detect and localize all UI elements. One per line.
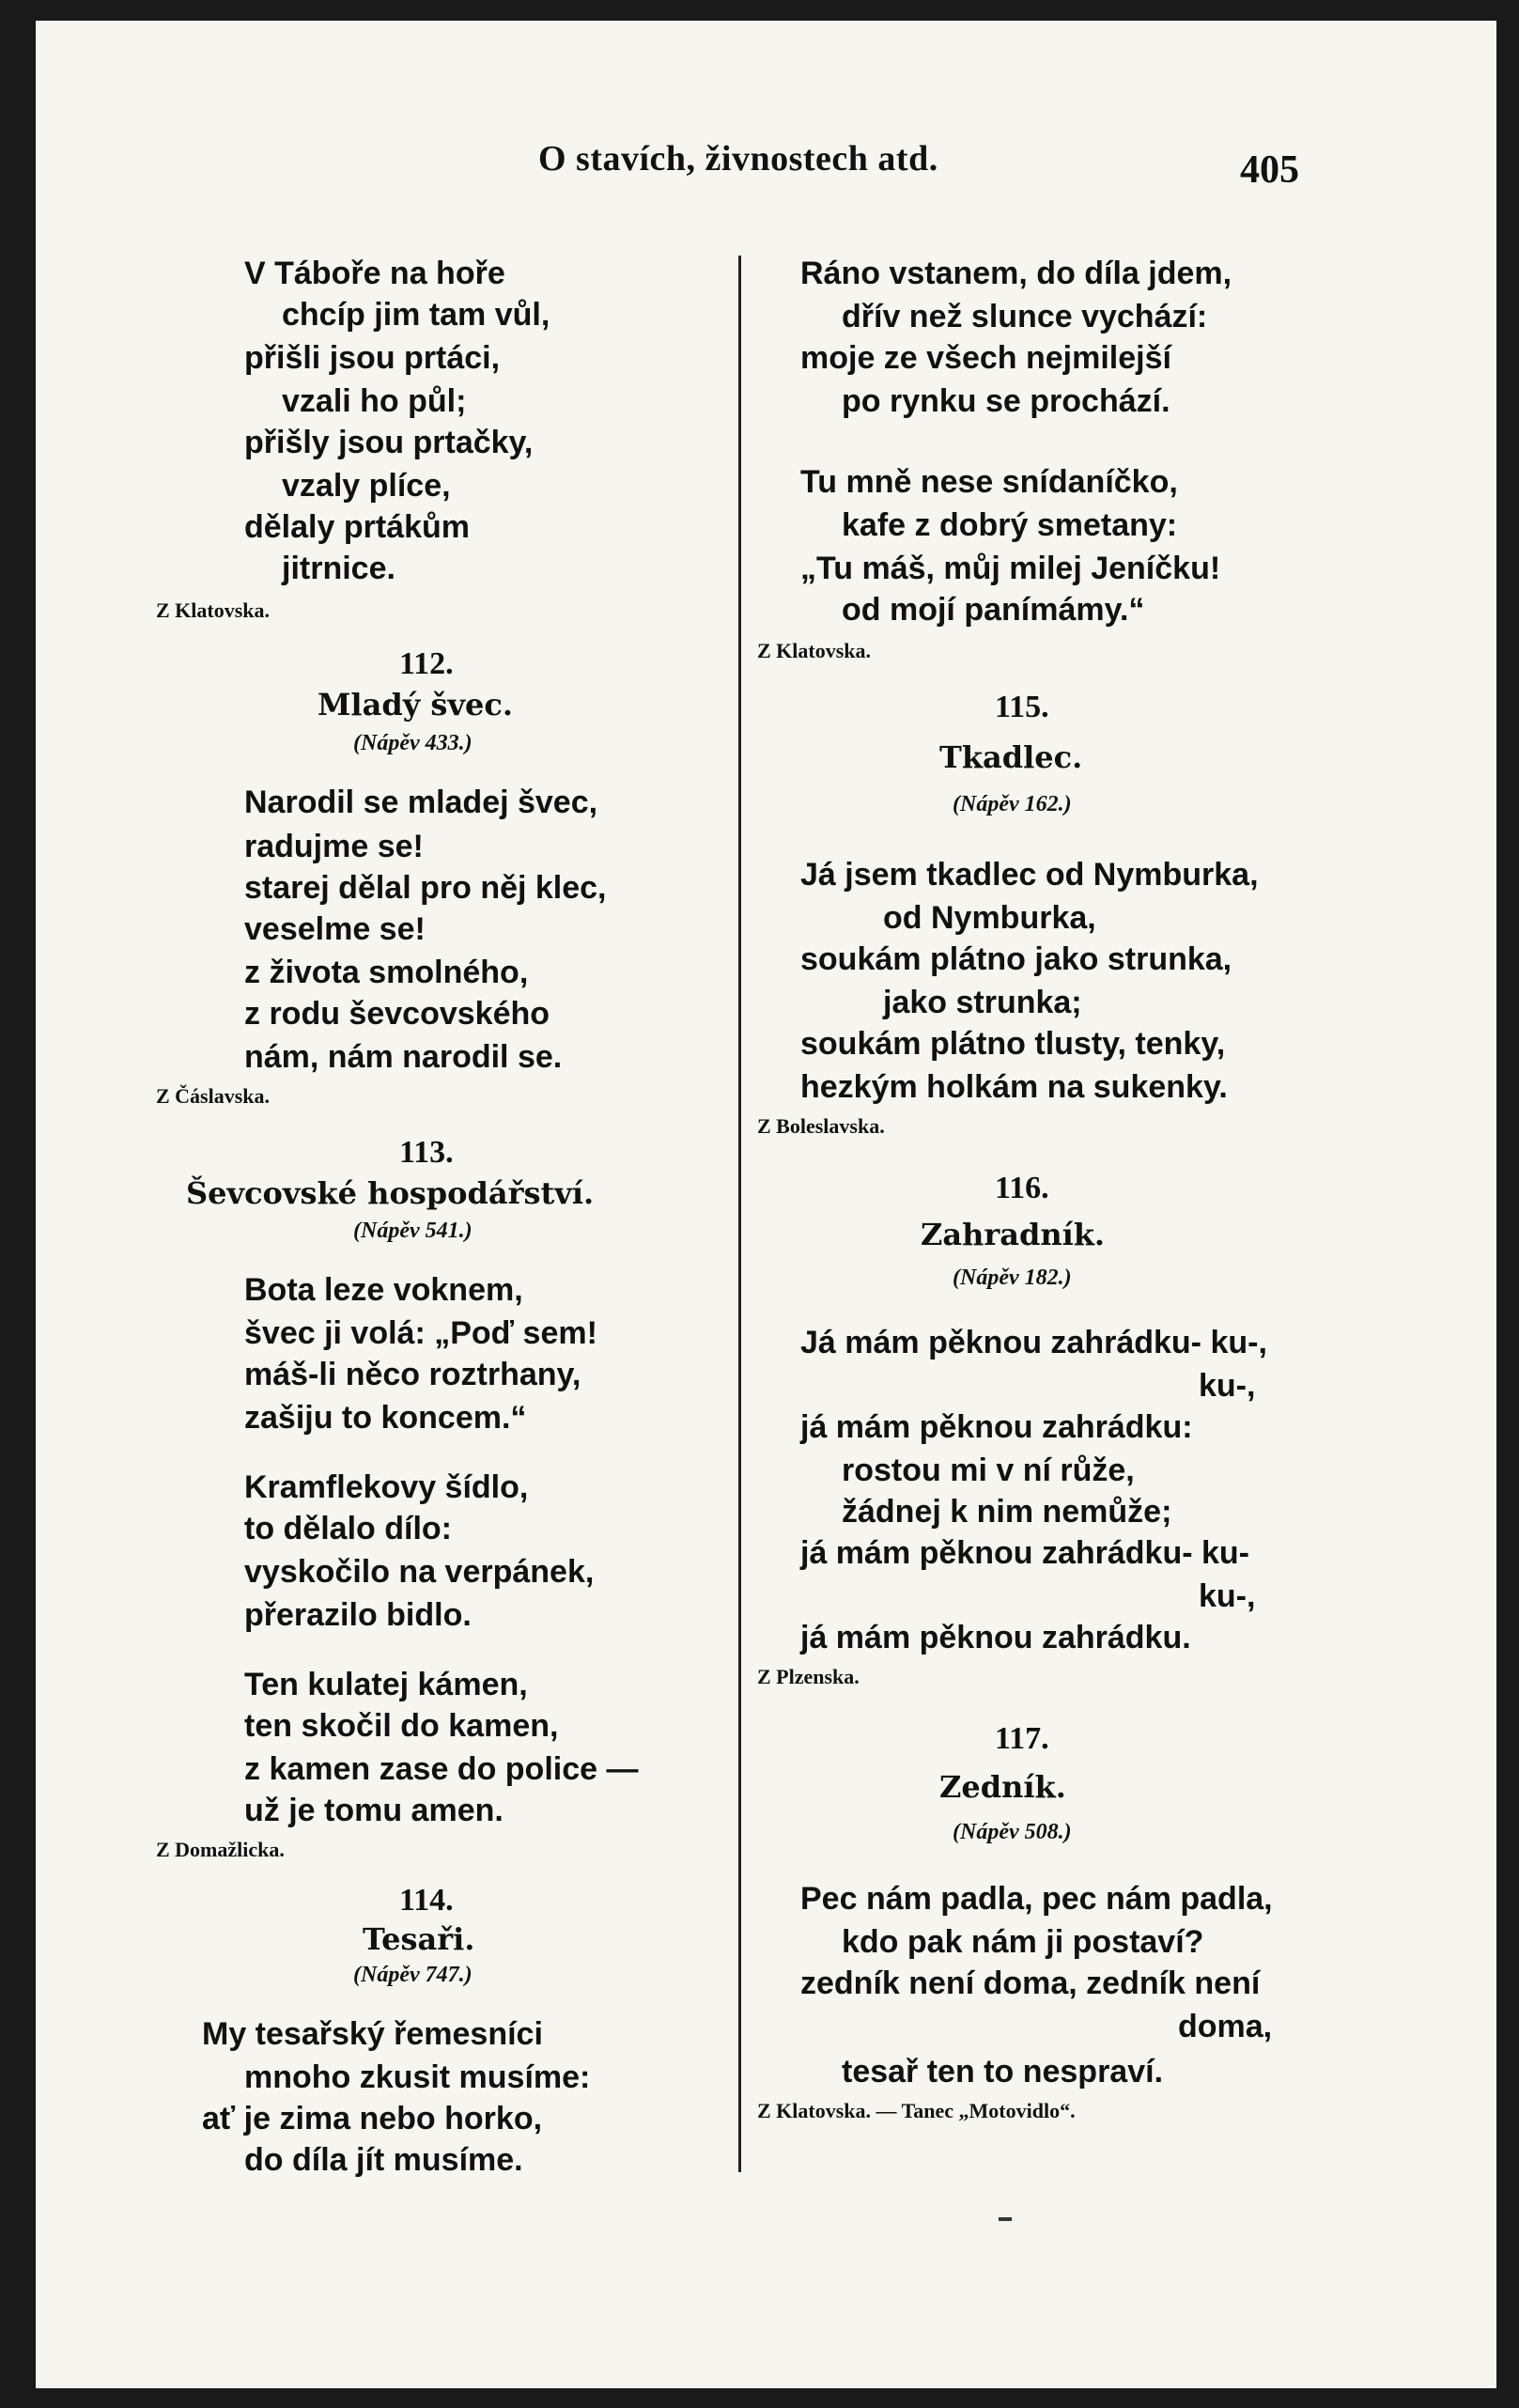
verse-line: to dělalo dílo: [244, 1511, 452, 1546]
verse-line: Narodil se mladej švec, [244, 785, 598, 820]
song-title: Ševcovské hospodářství. [186, 1175, 595, 1211]
verse-line: žádnej k nim nemůže; [842, 1494, 1172, 1530]
verse-line: Pec nám padla, pec nám padla, [800, 1881, 1273, 1917]
verse-line: soukám plátno tlusty, tenky, [800, 1026, 1226, 1062]
verse-line: Ráno vstanem, do díla jdem, [800, 256, 1232, 291]
verse-line: ku-, [1199, 1578, 1256, 1614]
verse-line: starej dělal pro něj klec, [244, 870, 607, 906]
verse-line: do díla jít musíme. [244, 2142, 523, 2178]
verse-line: „Tu máš, můj milej Jeníčku! [800, 551, 1221, 586]
song-title: Tesaři. [363, 1921, 475, 1957]
verse-line: Bota leze voknem, [244, 1272, 523, 1308]
song-title: Mladý švec. [318, 687, 514, 722]
verse-line: ku-, [1199, 1368, 1256, 1404]
verse-line: doma, [1178, 2009, 1273, 2044]
melody-reference: (Nápěv 433.) [353, 731, 473, 755]
melody-reference: (Nápěv 541.) [353, 1219, 473, 1243]
source-note: Z Plzenska. [757, 1665, 860, 1688]
verse-line: Já mám pěknou zahrádku- ku-, [800, 1325, 1267, 1360]
verse-line: My tesařský řemesníci [202, 2016, 543, 2052]
verse-line: Tu mně nese snídaníčko, [800, 464, 1178, 500]
verse-line: tesař ten to nespraví. [842, 2054, 1164, 2090]
verse-line: z života smolného, [244, 955, 529, 990]
song-number: 112. [399, 646, 454, 681]
melody-reference: (Nápěv 508.) [953, 1820, 1072, 1844]
verse-line: jako strunka; [883, 985, 1082, 1020]
verse-line: vzaly plíce, [282, 468, 451, 504]
verse-line: po rynku se prochází. [842, 383, 1170, 419]
verse-line: máš-li něco roztrhany, [244, 1357, 581, 1392]
verse-line: Já jsem tkadlec od Nymburka, [800, 857, 1259, 893]
verse-line: zašiju to koncem.“ [244, 1400, 527, 1436]
verse-line: už je tomu amen. [244, 1793, 504, 1828]
verse-line: zedník není doma, zedník není [800, 1965, 1261, 2001]
verse-line: soukám plátno jako strunka, [800, 941, 1232, 977]
verse-line: mnoho zkusit musíme: [244, 2059, 591, 2095]
verse-line: Kramflekovy šídlo, [244, 1469, 529, 1505]
print-mark [999, 2217, 1012, 2221]
verse-line: chcíp jim tam vůl, [282, 297, 550, 333]
verse-line: veselme se! [244, 911, 426, 947]
song-title: Tkadlec. [939, 739, 1083, 775]
verse-line: já mám pěknou zahrádku. [800, 1620, 1191, 1655]
verse-line: přišli jsou prtáci, [244, 340, 501, 376]
song-title: Zedník. [939, 1769, 1066, 1805]
verse-line: nám, nám narodil se. [244, 1039, 563, 1075]
verse-line: přišly jsou prtačky, [244, 425, 534, 460]
verse-line: rostou mi v ní růže, [842, 1453, 1135, 1488]
verse-line: dělaly prtákům [244, 509, 470, 545]
verse-line: moje ze všech nejmilejší [800, 340, 1171, 376]
verse-line: hezkým holkám na sukenky. [800, 1069, 1228, 1105]
verse-line: z kamen zase do police — [244, 1751, 639, 1787]
book-page [36, 21, 1496, 2388]
verse-line: ať je zima nebo horko, [202, 2101, 543, 2136]
source-note: Z Boleslavska. [757, 1114, 885, 1138]
verse-line: radujme se! [244, 829, 424, 864]
verse-line: kafe z dobrý smetany: [842, 507, 1178, 543]
verse-line: švec ji volá: „Poď sem! [244, 1315, 597, 1351]
song-number: 116. [995, 1171, 1049, 1205]
source-note: Z Klatovska. [156, 598, 271, 622]
song-number: 113. [399, 1135, 454, 1170]
verse-line: vzali ho půl; [282, 383, 467, 419]
page-number: 405 [1240, 148, 1299, 192]
verse-line: Ten kulatej kámen, [244, 1667, 528, 1702]
verse-line: V Táboře na hoře [244, 256, 505, 291]
source-note: Z Klatovska. — Tanec „Motovidlo“. [757, 2099, 1076, 2122]
verse-line: jitrnice. [282, 551, 395, 586]
melody-reference: (Nápěv 747.) [353, 1963, 473, 1987]
song-number: 117. [995, 1721, 1049, 1756]
melody-reference: (Nápěv 182.) [953, 1266, 1072, 1290]
verse-line: od Nymburka, [883, 900, 1096, 936]
verse-line: od mojí panímámy.“ [842, 592, 1145, 628]
verse-line: kdo pak nám ji postaví? [842, 1924, 1204, 1960]
verse-line: přerazilo bidlo. [244, 1597, 472, 1633]
verse-line: vyskočilo na verpánek, [244, 1554, 595, 1590]
source-note: Z Klatovska. [757, 639, 872, 662]
song-title: Zahradník. [921, 1217, 1106, 1252]
song-number: 114. [399, 1883, 454, 1918]
verse-line: já mám pěknou zahrádku: [800, 1409, 1193, 1445]
verse-line: z rodu ševcovského [244, 996, 550, 1032]
source-note: Z Domažlicka. [156, 1838, 285, 1861]
verse-line: já mám pěknou zahrádku- ku- [800, 1535, 1249, 1571]
verse-line: ten skočil do kamen, [244, 1708, 559, 1744]
verse-line: dřív než slunce vychází: [842, 299, 1208, 334]
melody-reference: (Nápěv 162.) [953, 792, 1072, 816]
column-divider [738, 256, 741, 2172]
running-header-title: O stavích, živnostech atd. [538, 139, 938, 179]
song-number: 115. [995, 690, 1049, 724]
source-note: Z Čáslavska. [156, 1084, 271, 1108]
